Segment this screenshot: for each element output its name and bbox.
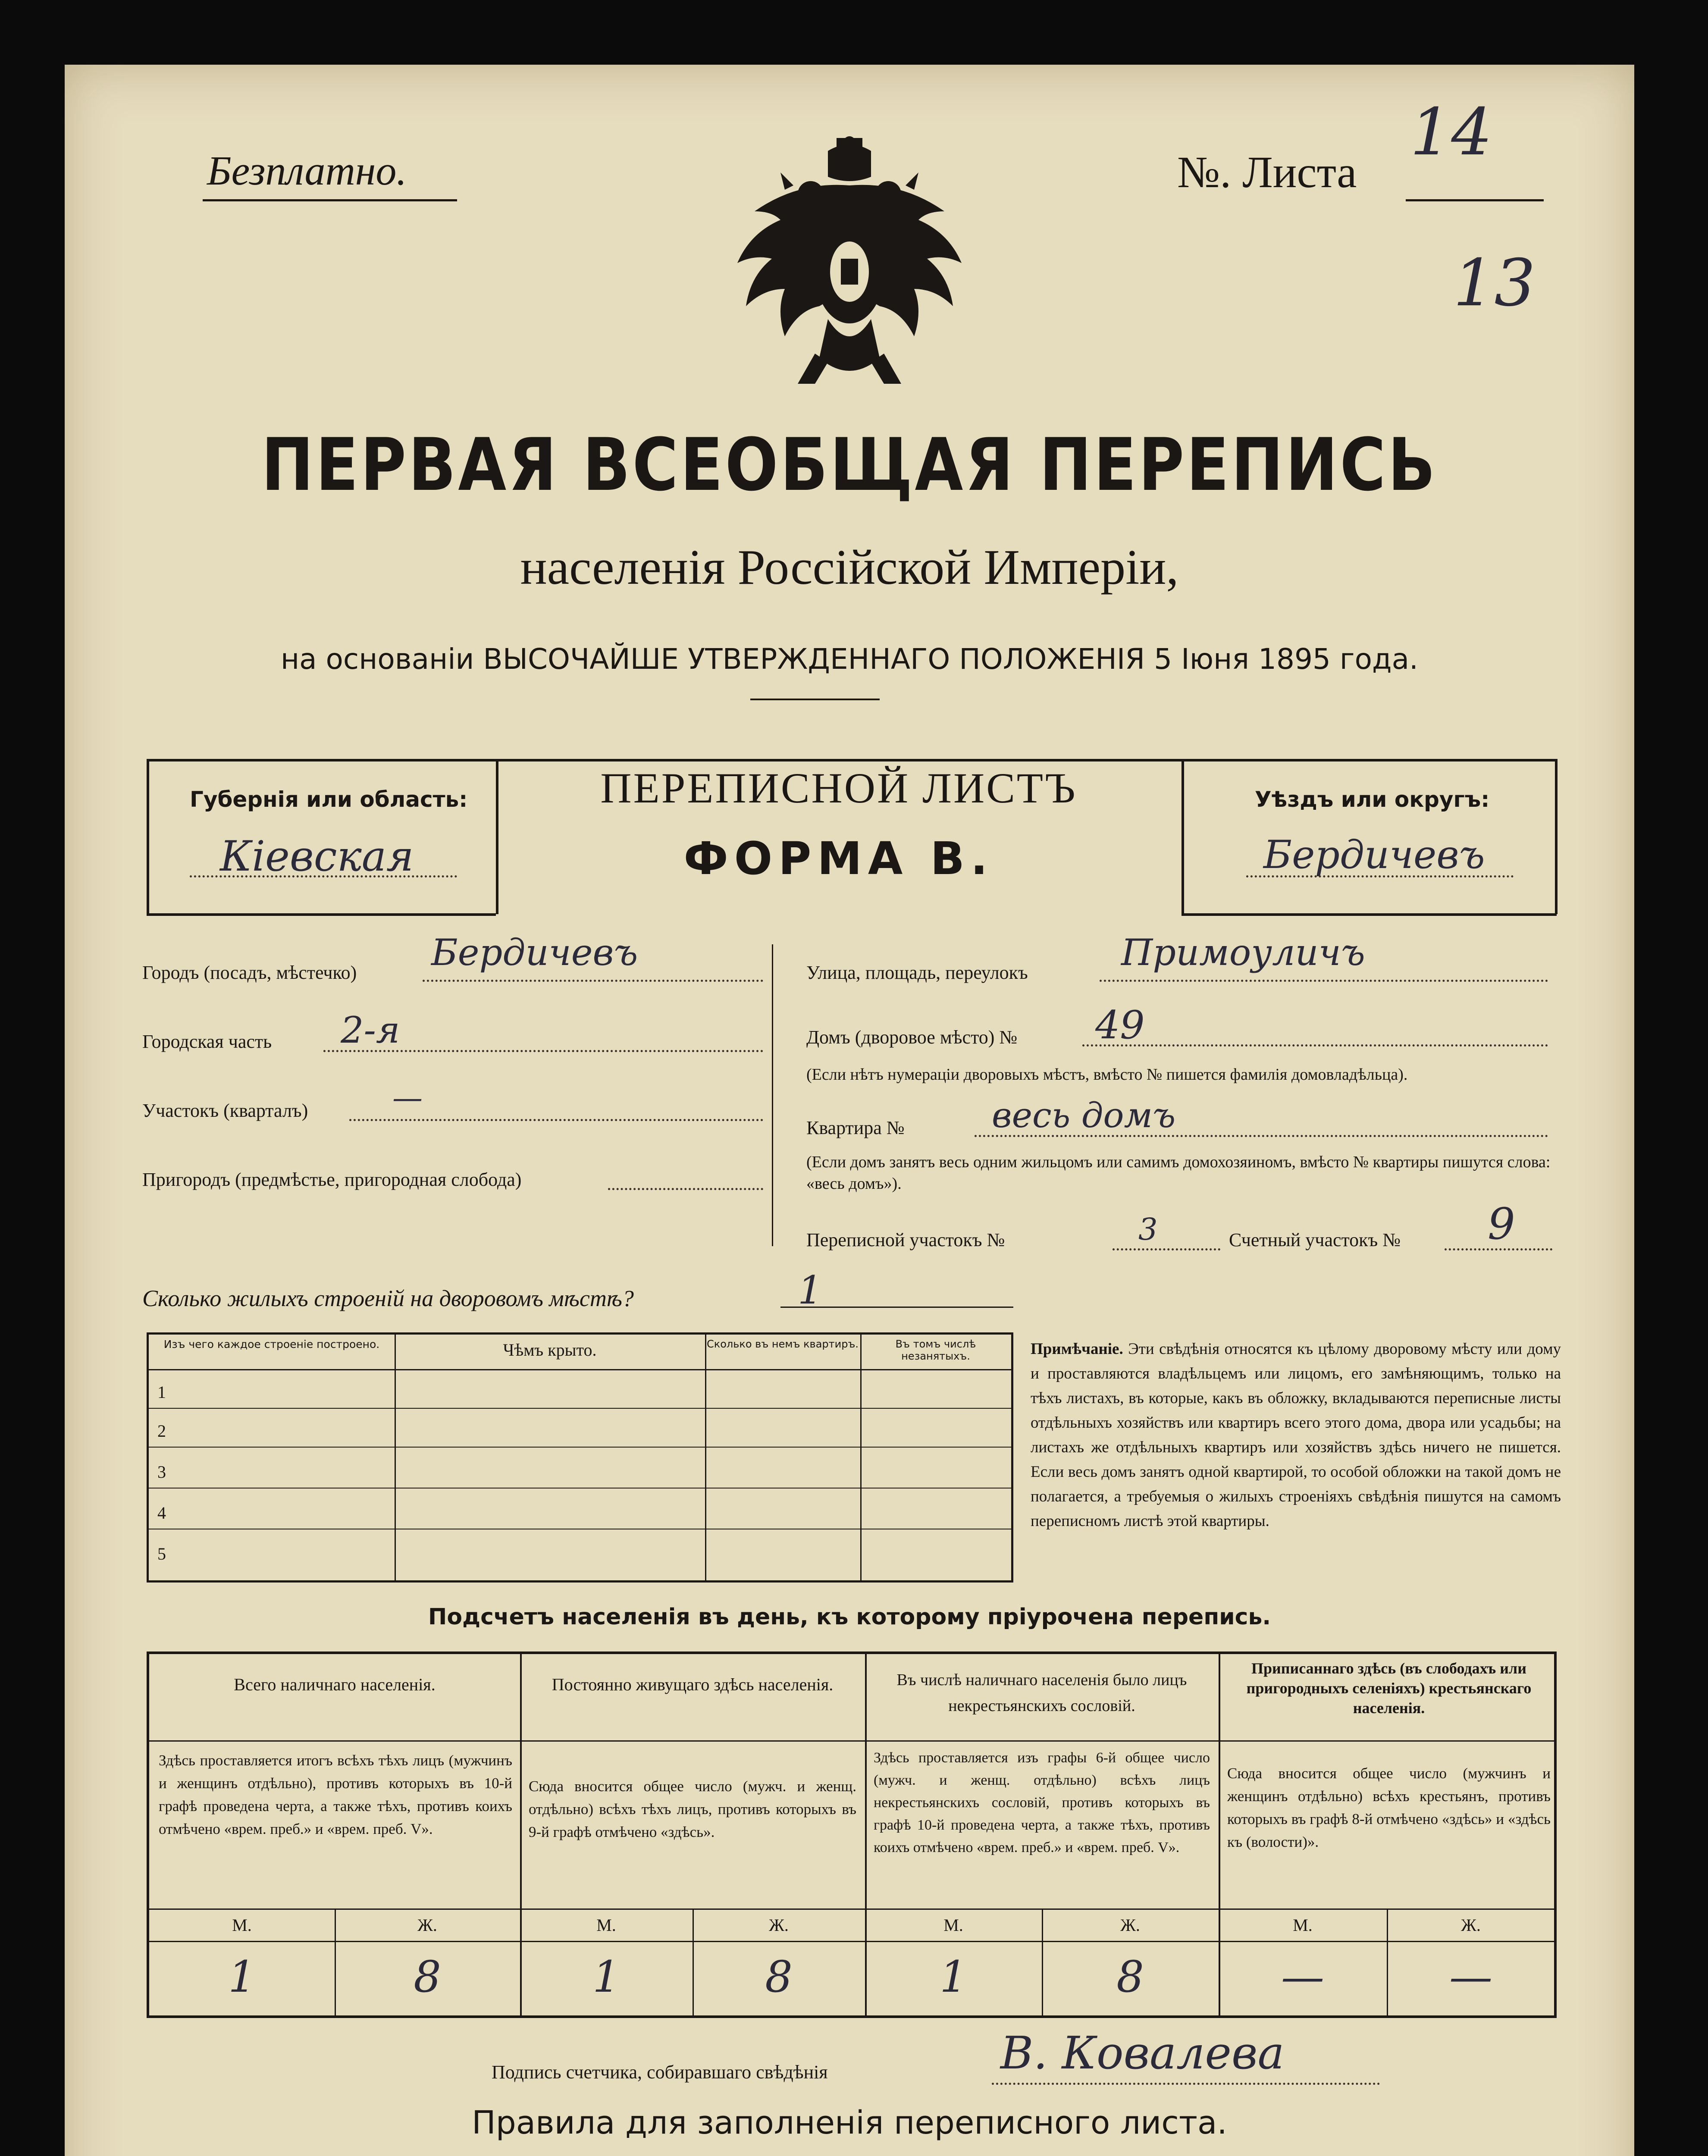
precinct-line bbox=[349, 1119, 763, 1121]
district-label: Уѣздъ или округъ: bbox=[1255, 787, 1490, 812]
house-label: Домъ (дворовое мѣсто) № bbox=[806, 1027, 1018, 1048]
apartment-label: Квартира № bbox=[806, 1117, 905, 1138]
city-value: Бердичевъ bbox=[431, 931, 638, 974]
buildings-header-rule bbox=[149, 1369, 1011, 1370]
apartment-value: весь домъ bbox=[992, 1095, 1176, 1135]
city-line bbox=[423, 980, 763, 982]
buildings-row-rule bbox=[149, 1447, 1011, 1448]
buildings-row-number: 5 bbox=[157, 1544, 166, 1564]
ornament-rule bbox=[750, 699, 880, 700]
buildings-row-number: 3 bbox=[157, 1462, 166, 1482]
sheet-number-value: 14 bbox=[1410, 95, 1492, 170]
city-part-label: Городская часть bbox=[142, 1031, 272, 1052]
apartment-line bbox=[975, 1135, 1548, 1137]
count-district-value: 9 bbox=[1488, 1199, 1515, 1249]
buildings-note bbox=[1031, 1337, 1561, 1533]
count-col-desc: Здѣсь проставляется итогъ всѣхъ тѣхъ лицъ (мужчинъ и женщинъ отдѣльно), противъ которыхъ въ 10-й графѣ проведена черта, а также тѣхъ, противъ коихъ отмѣчено «врем. преб.» и «врем. преб. V». bbox=[159, 1752, 512, 1837]
page-title: ПЕРВАЯ ВСЕОБЩАЯ ПЕРЕПИСЬ bbox=[261, 423, 1438, 507]
double-headed-eagle-icon bbox=[729, 129, 970, 397]
count-female-label: Ж. bbox=[417, 1915, 437, 1935]
count-female-value: 8 bbox=[765, 1952, 793, 2002]
count-male-label: М. bbox=[596, 1915, 616, 1935]
buildings-row-number: 1 bbox=[157, 1382, 166, 1402]
street-line bbox=[1100, 980, 1548, 982]
form-box-left-rule bbox=[147, 759, 149, 914]
house-line bbox=[1082, 1044, 1548, 1047]
signature-value: В. Ковалева bbox=[1000, 2027, 1285, 2079]
buildings-header-apartments: Сколько въ немъ квартиръ. bbox=[706, 1338, 859, 1350]
precinct-value: — bbox=[392, 1080, 423, 1116]
house-value: 49 bbox=[1095, 1003, 1145, 1048]
buildings-header-vacant: Въ томъ числѣ незанятыхъ. bbox=[895, 1338, 976, 1362]
census-district-line bbox=[1113, 1248, 1220, 1250]
count-male-value: 1 bbox=[592, 1952, 620, 2002]
buildings-col-rule-1 bbox=[395, 1335, 396, 1580]
buildings-question: Сколько жилыхъ строеній на дворовомъ мѣстѣ? bbox=[142, 1285, 634, 1311]
count-col-desc: Сюда вносится общее число (мужчинъ и женщинъ отдѣльно) всѣхъ крестьянъ, противъ которыхъ въ графѣ 8-й отмѣчено «здѣсь» и «здѣсь къ (волости)». bbox=[1227, 1765, 1551, 1850]
form-title: ПЕРЕПИСНОЙ ЛИСТЪ bbox=[600, 764, 1077, 812]
signature-label: Подпись счетчика, собиравшаго свѣдѣнія bbox=[492, 2062, 828, 2083]
form-box-top-rule bbox=[147, 759, 1557, 761]
count-female-value: — bbox=[1449, 1952, 1492, 2002]
count-col-head: Постоянно живущаго здѣсь населенія. bbox=[552, 1675, 834, 1694]
count-district-line bbox=[1445, 1248, 1552, 1250]
buildings-answer-line bbox=[780, 1307, 1013, 1308]
buildings-header-material: Изъ чего каждое строеніе построено. bbox=[163, 1338, 380, 1351]
city-part-value: 2-я bbox=[341, 1009, 400, 1051]
census-district-value: 3 bbox=[1138, 1212, 1158, 1247]
count-male-label: М. bbox=[1293, 1915, 1313, 1935]
house-note: (Если нѣтъ нумераціи дворовыхъ мѣстъ, вмѣсто № пишется фамилія домовладѣльца). bbox=[806, 1065, 1408, 1084]
buildings-answer: 1 bbox=[798, 1268, 823, 1313]
form-name: ФОРМА В. bbox=[683, 832, 994, 885]
buildings-col-rule-2 bbox=[705, 1335, 706, 1580]
form-box-bottom-left bbox=[147, 913, 496, 916]
buildings-row-rule bbox=[149, 1408, 1011, 1409]
count-male-value: — bbox=[1281, 1952, 1324, 2002]
street-value: Примоуличъ bbox=[1121, 931, 1365, 974]
count-desc-rule bbox=[149, 1908, 1555, 1910]
address-divider bbox=[772, 944, 773, 1246]
form-box-divider-right bbox=[1181, 759, 1184, 914]
count-female-label: Ж. bbox=[1461, 1915, 1481, 1935]
count-col-head: Въ числѣ наличнаго населенія было лицъ некрестьянскихъ сословій. bbox=[896, 1671, 1187, 1715]
form-box-right-rule bbox=[1555, 759, 1558, 914]
buildings-note-title: Примѣчаніе. bbox=[1031, 1340, 1123, 1358]
count-district-label: Счетный участокъ № bbox=[1229, 1229, 1401, 1250]
free-label-underline bbox=[203, 199, 457, 201]
suburb-label: Пригородъ (предмѣстье, пригородная слобода) bbox=[142, 1169, 522, 1190]
count-col-desc: Здѣсь проставляется изъ графы 6-й общее число (мужч. и женщ. отдѣльно) всѣхъ лицъ некрестьянскихъ сословій, противъ которыхъ въ графѣ 10-й проведена черта, а также тѣхъ, противъ коихъ отмѣчено «врем. преб.» и «врем. преб. V». bbox=[874, 1750, 1210, 1855]
rules-title: Правила для заполненія переписного листа. bbox=[472, 2104, 1227, 2141]
count-male-label: М. bbox=[943, 1915, 963, 1935]
buildings-row-rule bbox=[149, 1488, 1011, 1489]
sheet-number-underline bbox=[1406, 199, 1544, 201]
count-male-value: 1 bbox=[228, 1952, 256, 2002]
count-male-value: 1 bbox=[940, 1952, 967, 2002]
buildings-table bbox=[147, 1332, 1013, 1583]
province-line bbox=[190, 875, 457, 877]
street-label: Улица, площадь, переулокъ bbox=[806, 962, 1028, 983]
count-col-head: Приписаннаго здѣсь (въ слободахъ или пригородныхъ селеніяхъ) крестьянскаго населенія. bbox=[1246, 1660, 1532, 1717]
page-subtitle: населенія Россійской Имперіи, bbox=[520, 540, 1179, 595]
city-part-line bbox=[323, 1050, 763, 1052]
sheet-number-label: №. Листа bbox=[1177, 147, 1357, 197]
count-head-rule bbox=[149, 1740, 1555, 1742]
count-female-value: 8 bbox=[1116, 1952, 1144, 2002]
apartment-note: (Если домъ занятъ весь одним жильцомъ или самимъ домохозяиномъ, вмѣсто № квартиры пишутся слова: «весь домъ»). bbox=[806, 1153, 1551, 1193]
count-male-label: М. bbox=[232, 1915, 252, 1935]
census-district-label: Переписной участокъ № bbox=[806, 1229, 1005, 1250]
count-col-desc: Сюда вносится общее число (мужч. и женщ. отдѣльно) всѣхъ тѣхъ лицъ, противъ которыхъ въ 9-й графѣ отмѣчено «здѣсь». bbox=[529, 1778, 856, 1840]
count-title: Подсчетъ населенія въ день, къ которому пріурочена перепись. bbox=[428, 1604, 1271, 1630]
buildings-row-number: 2 bbox=[157, 1421, 166, 1441]
count-mf-rule bbox=[149, 1941, 1555, 1942]
sheet-number-alt: 13 bbox=[1453, 246, 1536, 321]
legal-basis: на основаніи ВЫСОЧАЙШЕ УТВЕРЖДЕННАГО ПОЛОЖЕНІЯ 5 Іюня 1895 года. bbox=[280, 642, 1419, 676]
suburb-line bbox=[608, 1188, 763, 1190]
count-female-label: Ж. bbox=[1120, 1915, 1140, 1935]
buildings-col-rule-3 bbox=[860, 1335, 862, 1580]
district-value: Бердичевъ bbox=[1263, 832, 1485, 877]
form-box-bottom-right bbox=[1181, 913, 1557, 916]
signature-line bbox=[992, 2083, 1380, 2085]
precinct-label: Участокъ (кварталъ) bbox=[142, 1100, 308, 1121]
province-value: Кіевская bbox=[220, 832, 414, 881]
buildings-note-text: Эти свѣдѣнія относятся къ цѣлому дворовому мѣсту или дому и проставляются владѣльцемъ или лицомъ, его замѣняющимъ, только на тѣхъ листахъ, въ которые, какъ въ обложку, вкладываются переписные листы отдѣльныхъ хозяйствъ или квартиръ всего этого дома, двора или усадьбы; на листахъ же отдѣльныхъ квартиръ или хозяйствъ здѣсь ничего не пишется. Если весь домъ занятъ одной квартирой, то особой обложки на такой домъ не полагается, а требуемыя о жилыхъ строеніяхъ свѣдѣнія пишутся на самомъ переписномъ листѣ этой квартиры. bbox=[1031, 1340, 1561, 1530]
city-label: Городъ (посадъ, мѣстечко) bbox=[142, 962, 357, 983]
free-label: Безплатно. bbox=[207, 147, 407, 194]
province-label: Губернія или область: bbox=[190, 787, 468, 812]
district-line bbox=[1246, 875, 1514, 877]
count-female-label: Ж. bbox=[769, 1915, 789, 1935]
census-sheet bbox=[65, 65, 1634, 2156]
count-col-head: Всего наличнаго населенія. bbox=[234, 1675, 436, 1694]
count-female-value: 8 bbox=[414, 1952, 441, 2002]
buildings-row-number: 4 bbox=[157, 1503, 166, 1523]
buildings-header-roof: Чѣмъ крыто. bbox=[503, 1340, 597, 1360]
count-table bbox=[147, 1651, 1557, 2018]
